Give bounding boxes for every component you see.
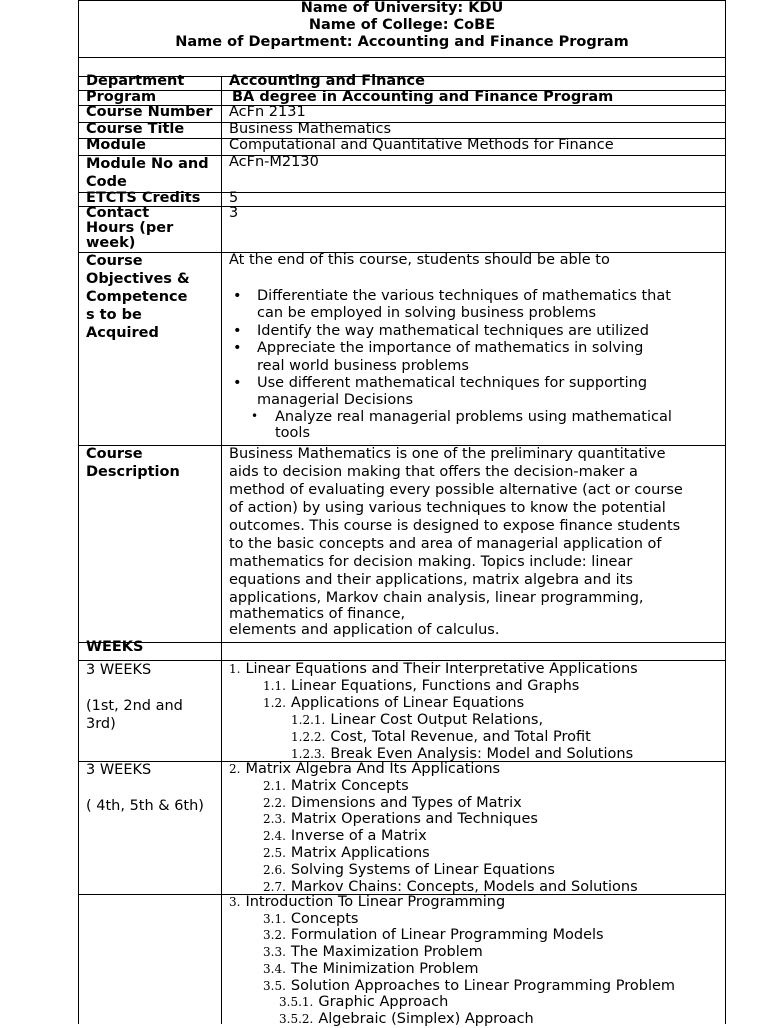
contact-hours-value: 3 [229,205,239,221]
unit2-topics: 2. Matrix Algebra And Its Applications 2.1. Matrix Concepts 2.2. Dimensions and Types of Matrix 2.3. Matrix Operations and Techniques 2.4. Inverse of a Matrix 2.5. Matrix Applications 2.6. Solving Systems of Linear Equations 2.7. Markov Chains: Concepts, Models and Solutions [229,761,638,895]
weeks-header: WEEKS [86,639,144,655]
department-value: Accounting and Finance [229,73,425,89]
unit2-weeks-detail: ( 4th, 5th & 6th) [86,798,204,814]
department-label: Department [86,73,185,89]
bullet-icon: • [233,374,242,391]
objectives-list [231,288,711,442]
module-code-value: AcFn-M2130 [229,154,319,170]
contact-hours-label-2: Hours (per [86,220,174,236]
unit1-weeks: 3 WEEKS [86,662,152,678]
module-value: Computational and Quantitative Methods for Finance [229,137,614,153]
objectives-label-4: s to be [86,307,142,323]
objectives-label-2: Objectives & [86,271,190,287]
course-number-value: AcFn 2131 [229,104,306,120]
contact-hours-label-3: week) [86,235,136,251]
objectives-label-3: Competence [86,289,188,305]
objective-item: • Appreciate the importance of mathematics in solving real world business problems [233,340,644,374]
objectives-label-5: Acquired [86,325,159,341]
objective-item: • Differentiate the various techniques of mathematics that can be employed in solving business problems [233,288,671,322]
department-name: Name of Department: Accounting and Finance Program [175,34,629,50]
bullet-icon: • [233,288,242,304]
objective-sub-item: • Analyze real managerial problems using mathematical tools [251,408,672,441]
unit1-weeks-detail-2: 3rd) [86,716,116,732]
unit1-topics: 1. Linear Equations and Their Interpretative Applications 1.1. Linear Equations, Functions and Graphs 1.2. Applications of Linear Equations 1.2.1. Linear Cost Output Relations, 1.2.2. Cost, Total Revenue, and Total Profit 1.2.3. Break Even Analysis: Model and Solutions [229,661,638,762]
objective-item: • Identify the way mathematical techniques are utilized [233,322,649,339]
objectives-intro: At the end of this course, students should be able to [229,252,610,268]
unit2-weeks: 3 WEEKS [86,762,152,778]
course-title-label: Course Title [86,121,185,137]
program-label: Program [86,89,157,105]
course-description: Business Mathematics is one of the preliminary quantitative aids to decision making that offers the decision-maker a method of evaluating every possible alternative (act or course of action) by using various techniques to know the potential outcomes. This course is designed to expose finance students to the basic concepts and area of managerial application of mathematics for decision making. Topics include: linear equations and their applications, matrix algebra and its applications, Markov chain analysis, linear programming, mathematics of finance, elements and application of calculus. [229,446,683,638]
bullet-icon: • [233,322,242,339]
description-label-2: Description [86,464,180,480]
bullet-icon: • [251,408,259,423]
unit3-topics: 3. Introduction To Linear Programming 3.1. Concepts 3.2. Formulation of Linear Programming Models 3.3. The Maximization Problem 3.4. The Minimization Problem 3.5. Solution Approaches to Linear Programming Problem 3.5.1. Graphic Approach 3.5.2. Algebraic (Simplex) Approach [229,894,676,1027]
description-label-1: Course [86,446,143,462]
ects-label: ETCTS Credits [86,190,201,206]
contact-hours-label-1: Contact [86,205,150,221]
course-number-label: Course Number [86,104,213,120]
program-value: BA degree in Accounting and Finance Program [232,89,614,105]
module-code-label-2: Code [86,174,127,190]
objective-item: • Use different mathematical techniques for supporting managerial Decisions [233,374,648,409]
course-title-value: Business Mathematics [229,121,391,137]
college-name: Name of College: CoBE [308,17,496,33]
ects-value: 5 [229,190,239,206]
objectives-label-1: Course [86,253,143,269]
module-label: Module [86,137,146,153]
bullet-icon: • [233,340,242,357]
unit1-weeks-detail-1: (1st, 2nd and [86,698,183,714]
university-name: Name of University: KDU [300,0,504,16]
module-code-label-1: Module No and [86,156,209,172]
